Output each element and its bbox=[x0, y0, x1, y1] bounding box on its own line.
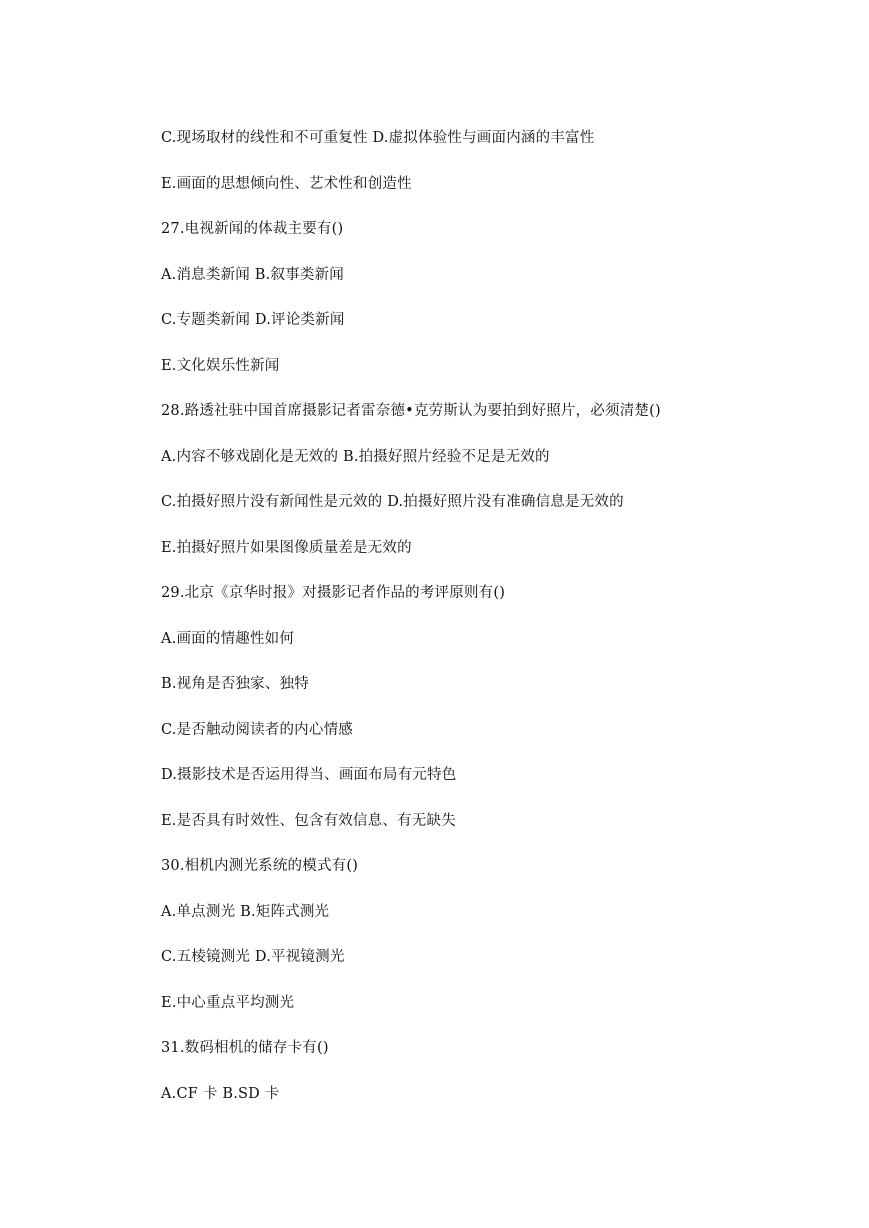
text-line: A.单点测光 B.矩阵式测光 bbox=[161, 904, 330, 920]
text-line: A.消息类新闻 B.叙事类新闻 bbox=[161, 267, 344, 283]
text-line: E.文化娱乐性新闻 bbox=[161, 358, 280, 374]
text-line: A.CF 卡 B.SD 卡 bbox=[161, 1086, 280, 1102]
text-line: D.摄影技术是否运用得当、画面布局有元特色 bbox=[161, 767, 457, 783]
text-line: E.中心重点平均测光 bbox=[161, 995, 295, 1011]
text-line: C.现场取材的线性和不可重复性 D.虚拟体验性与画面内涵的丰富性 bbox=[161, 130, 595, 146]
text-line: C.专题类新闻 D.评论类新闻 bbox=[161, 312, 345, 328]
question-31: 31.数码相机的储存卡有() bbox=[161, 1040, 329, 1056]
text-line: E.画面的思想倾向性、艺术性和创造性 bbox=[161, 176, 412, 192]
text-line: A.画面的情趣性如何 bbox=[161, 631, 295, 647]
question-27: 27.电视新闻的体裁主要有() bbox=[161, 221, 344, 237]
question-28: 28.路透社驻中国首席摄影记者雷奈德•克劳斯认为要拍到好照片，必须清楚() bbox=[161, 403, 661, 419]
question-29: 29.北京《京华时报》对摄影记者作品的考评原则有() bbox=[161, 585, 506, 601]
text-line: B.视角是否独家、独特 bbox=[161, 676, 309, 692]
text-line: C.五棱镜测光 D.平视镜测光 bbox=[161, 949, 345, 965]
text-line: E.拍摄好照片如果图像质量差是无效的 bbox=[161, 540, 412, 556]
question-30: 30.相机内测光系统的模式有() bbox=[161, 858, 359, 874]
text-line: C.拍摄好照片没有新闻性是元效的 D.拍摄好照片没有准确信息是无效的 bbox=[161, 494, 624, 510]
text-line: E.是否具有时效性、包含有效信息、有无缺失 bbox=[161, 813, 456, 829]
text-line: A.内容不够戏剧化是无效的 B.拍摄好照片经验不足是无效的 bbox=[161, 449, 550, 465]
text-line: C.是否触动阅读者的内心情感 bbox=[161, 722, 353, 738]
